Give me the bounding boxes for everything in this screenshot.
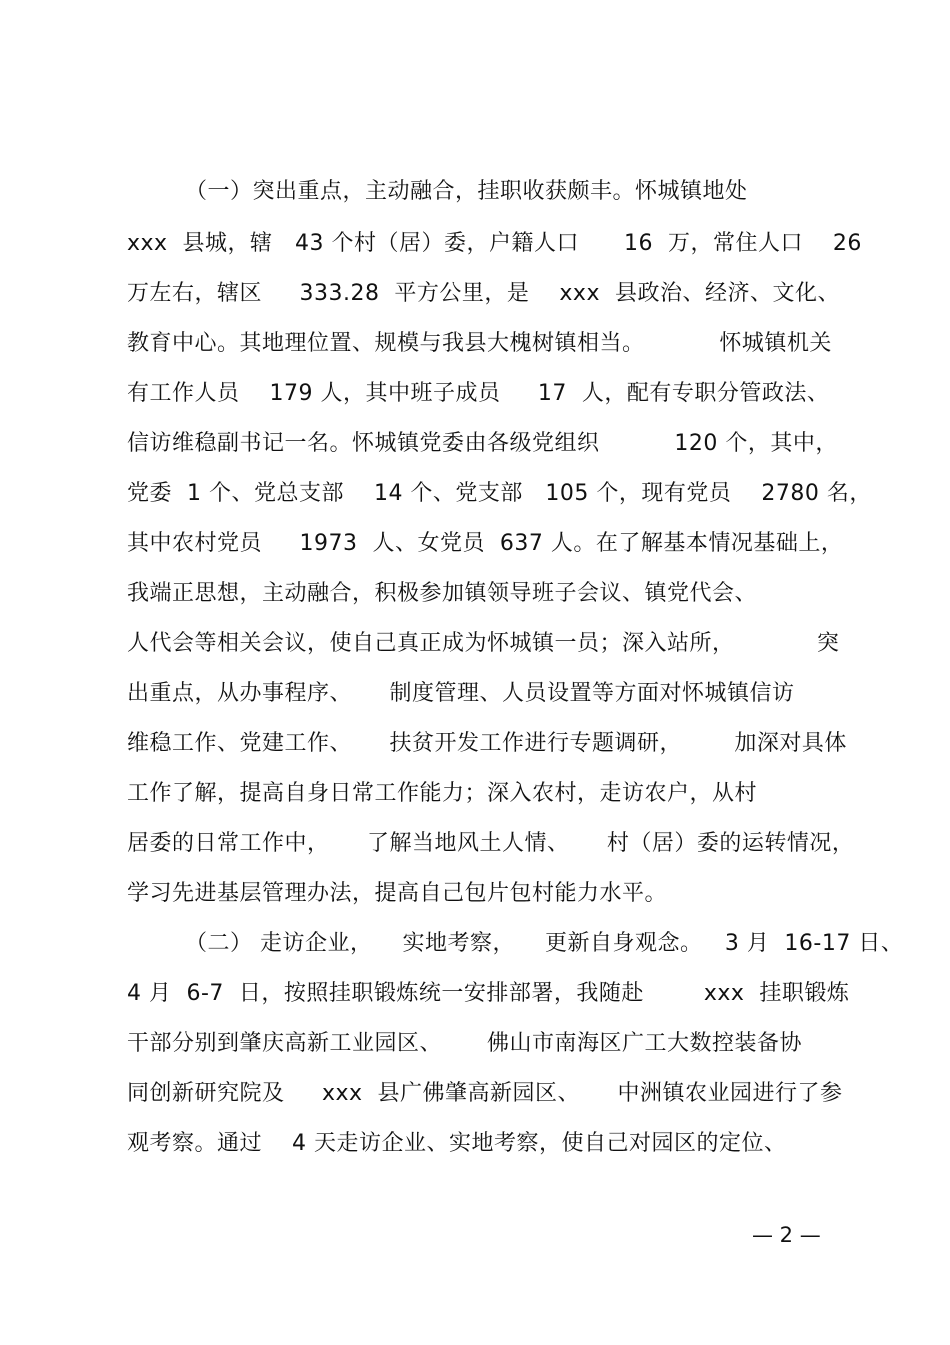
- paragraph-2-line-3: 干部分别到肇庆高新工业园区、 佛山市南海区广工大数控装备协: [127, 1031, 802, 1056]
- page-number: — 2 —: [752, 1223, 821, 1247]
- paragraph-1-line-9: 我端正思想，主动融合，积极参加镇领导班子会议、镇党代会、: [127, 581, 758, 606]
- paragraph-1-line-1: （一）突出重点，主动融合，挂职收获颇丰。怀城镇地处: [185, 179, 748, 204]
- paragraph-1-line-12: 维稳工作、党建工作、 扶贫开发工作进行专题调研， 加深对具体: [127, 731, 847, 756]
- paragraph-1-line-15: 学习先进基层管理办法，提高自己包片包村能力水平。: [127, 881, 668, 906]
- paragraph-1-line-4: 教育中心。其地理位置、规模与我县大槐树镇相当。 怀城镇机关: [127, 331, 832, 356]
- paragraph-1-line-8: 其中农村党员 1973 人、女党员 637 人。在了解基本情况基础上，: [127, 531, 844, 556]
- paragraph-1-line-7: 党委 1 个、党总支部 14 个、党支部 105 个，现有党员 2780 名，: [127, 481, 872, 506]
- paragraph-1-line-5: 有工作人员 179 人，其中班子成员 17 人，配有专职分管政法、: [127, 381, 830, 406]
- paragraph-1-line-6: 信访维稳副书记一名。怀城镇党委由各级党组织 120 个，其中，: [127, 431, 838, 456]
- paragraph-1-line-10: 人代会等相关会议，使自己真正成为怀城镇一员；深入站所， 突: [127, 631, 840, 656]
- paragraph-1-line-3: 万左右，辖区 333.28 平方公里，是 xxx 县政治、经济、文化、: [127, 281, 840, 306]
- paragraph-1-line-11: 出重点，从办事程序、 制度管理、人员设置等方面对怀城镇信访: [127, 681, 795, 706]
- paragraph-2-line-5: 观考察。通过 4 天走访企业、实地考察，使自己对园区的定位、: [127, 1131, 787, 1156]
- paragraph-2-line-2: 4 月 6-7 日，按照挂职锻炼统一安排部署，我随赴 xxx 挂职锻炼: [127, 981, 850, 1006]
- paragraph-1-line-13: 工作了解，提高自身日常工作能力；深入农村，走访农户，从村: [127, 781, 758, 806]
- paragraph-1-line-2: xxx 县城，辖 43 个村（居）委，户籍人口 16 万，常住人口 26: [127, 231, 862, 256]
- paragraph-2-line-4: 同创新研究院及 xxx 县广佛肇高新园区、 中洲镇农业园进行了参: [127, 1081, 843, 1106]
- paragraph-1-line-14: 居委的日常工作中， 了解当地风土人情、 村（居）委的运转情况，: [127, 831, 855, 856]
- paragraph-2-line-1: （二） 走访企业， 实地考察， 更新自身观念。 3 月 16-17 日、: [185, 931, 904, 956]
